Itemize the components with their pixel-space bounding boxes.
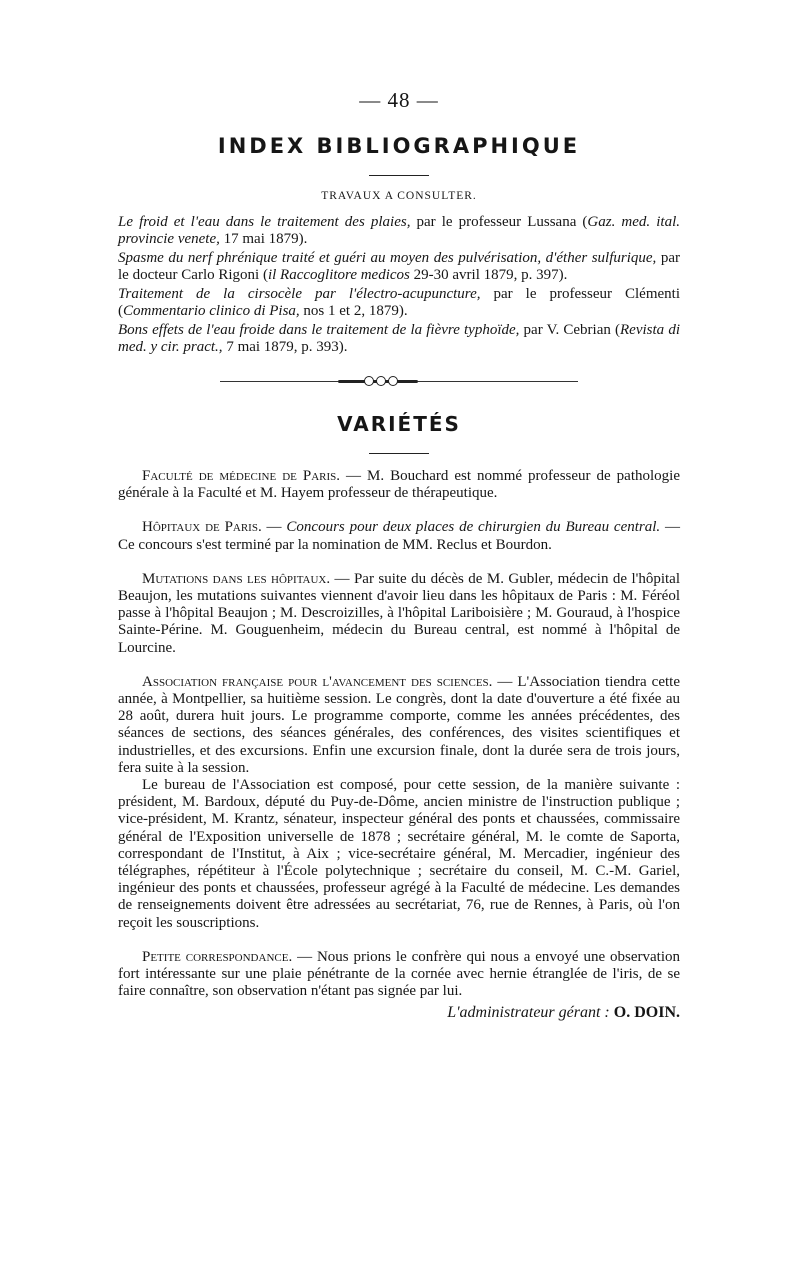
news-text: — Par suite du décès de M. Gubler, médecin de l'hôpital Beaujon, les mutations suivantes viennent d'avoir lieu dans les hôpitaux de Paris : M. Féréol passe à l'hôpital Beaujon ; M. Descroizilles, à l'hôpital Lariboisière ; M. Gouraud, à l'hospice Sainte-Périne. M. Gouguenheim, médecin du Bureau central, est nommé à l'hôpital de Lourcine. xyxy=(118,570,680,656)
document-page xyxy=(118,88,680,1022)
reference-item xyxy=(118,286,680,320)
news-text: — M. Bouchard est nommé professeur de pathologie générale à la Faculté et M. Hayem professeur de thérapeutique. xyxy=(118,468,680,502)
news-mutations xyxy=(118,571,680,657)
index-title: INDEX BIBLIOGRAPHIQUE xyxy=(217,134,581,158)
reference-details: 29-30 avril 1879, p. 397). xyxy=(409,267,568,283)
reference-author: par le professeur Clémenti ( xyxy=(118,286,680,319)
ornamental-separator xyxy=(118,376,680,386)
news-association xyxy=(118,674,680,777)
varietes-title: VARIÉTÉS xyxy=(337,412,461,436)
reference-details: 17 mai 1879). xyxy=(219,231,308,247)
reference-journal: il Raccoglitore medicos xyxy=(267,267,410,283)
reference-list xyxy=(118,214,680,356)
news-text: — L'Association tiendra cette année, à Montpellier, sa huitième session. Le congrès, dont la date d'ouverture a été fixée au 28 août, durera huit jours. Le programme comporte, comme les années précédentes, des séances de sections, des séances générales, des conférences, des visites scientifiques et industrielles, et des excursions. Enfin une excursion finale, dont la durée sera de trois jours, fera suite à la session. xyxy=(118,673,680,776)
signature-name: O. DOIN. xyxy=(609,1004,680,1022)
reference-title: Traitement de la cirsocèle par l'électro-acupuncture, xyxy=(118,286,481,302)
news-association-bureau: Le bureau de l'Association est composé, pour cette session, de la manière suivante : président, M. Bardoux, député du Puy-de-Dôme, ancien ministre de l'instruction publique ; vice-président, M. Krantz, sénateur, inspecteur général des ponts et chaussées, commissaire général de l'Exposition universelle de 1878 ; secrétaire général, M. le comte de Saporta, correspondant de l'Institut, à Aix ; vice-secrétaire général, M. Mercadier, ingénieur des télégraphes, répétiteur à l'École polytechnique ; secrétaire du conseil, M. C.-M. Gariel, ingénieur des ponts et chaussées, professeur agrégé à la Faculté de médecine. Les demandes de renseignements doivent être adressées au secrétariat, 76, rue de Rennes, à Paris, où l'on reçoit les souscriptions. xyxy=(118,777,680,931)
news-correspondance xyxy=(118,949,680,1001)
reference-item xyxy=(118,250,680,284)
news-lead: Mutations dans les hôpitaux. xyxy=(142,570,331,587)
reference-journal: Commentario clinico di Pisa, xyxy=(123,303,300,319)
reference-title: Spasme du nerf phrénique traité et guéri au moyen des pulvérisation, d'éther sulfurique, xyxy=(118,250,657,266)
reference-author: par le professeur Lussana ( xyxy=(410,214,588,230)
reference-title: Le froid et l'eau dans le traitement des plaies, xyxy=(118,214,411,230)
title-rule xyxy=(369,175,429,176)
news-italic: Concours pour deux places de chirurgien du Bureau central. xyxy=(286,519,661,536)
separator-line-left xyxy=(220,381,338,382)
news-dash: — xyxy=(261,519,287,536)
news-lead: Hôpitaux de Paris. xyxy=(142,519,262,536)
news-lead: Association française pour l'avancement des sciences. xyxy=(142,673,493,690)
reference-details: 7 mai 1879, p. 393). xyxy=(222,339,348,355)
signature xyxy=(118,1004,680,1022)
separator-ornament xyxy=(338,376,418,386)
news-lead: Faculté de médecine de Paris. xyxy=(142,468,341,484)
separator-line-right xyxy=(418,381,578,382)
news-faculte xyxy=(118,468,680,502)
reference-title: Bons effets de l'eau froide dans le traitement de la fièvre typhoïde, xyxy=(118,322,520,338)
reference-author: par V. Cebrian ( xyxy=(519,322,621,338)
reference-journal: Revista di med. y cir. pract., xyxy=(118,322,680,355)
reference-item xyxy=(118,214,680,248)
news-lead: Petite correspondance. xyxy=(142,948,293,965)
reference-author: par le docteur Carlo Rigoni ( xyxy=(118,250,680,283)
page-number: — 48 — xyxy=(359,88,439,112)
signature-label: L'administrateur gérant : xyxy=(447,1004,610,1022)
reference-journal: Gaz. med. ital. provincie venete, xyxy=(118,214,680,247)
news-text: — Ce concours s'est terminé par la nomination de MM. Reclus et Bourdon. xyxy=(118,519,681,553)
reference-item xyxy=(118,322,680,356)
reference-details: nos 1 et 2, 1879). xyxy=(299,303,408,319)
varietes-rule xyxy=(369,453,429,454)
index-subtitle: TRAVAUX A CONSULTER. xyxy=(321,190,477,202)
news-text: — Nous prions le confrère qui nous a envoyé une observation fort intéressante sur une plaie pénétrante de la cornée avec hernie étranglée de l'iris, de se faire connaître, son observation n'étant pas signée par lui. xyxy=(118,948,680,1000)
news-hopitaux xyxy=(118,519,680,553)
